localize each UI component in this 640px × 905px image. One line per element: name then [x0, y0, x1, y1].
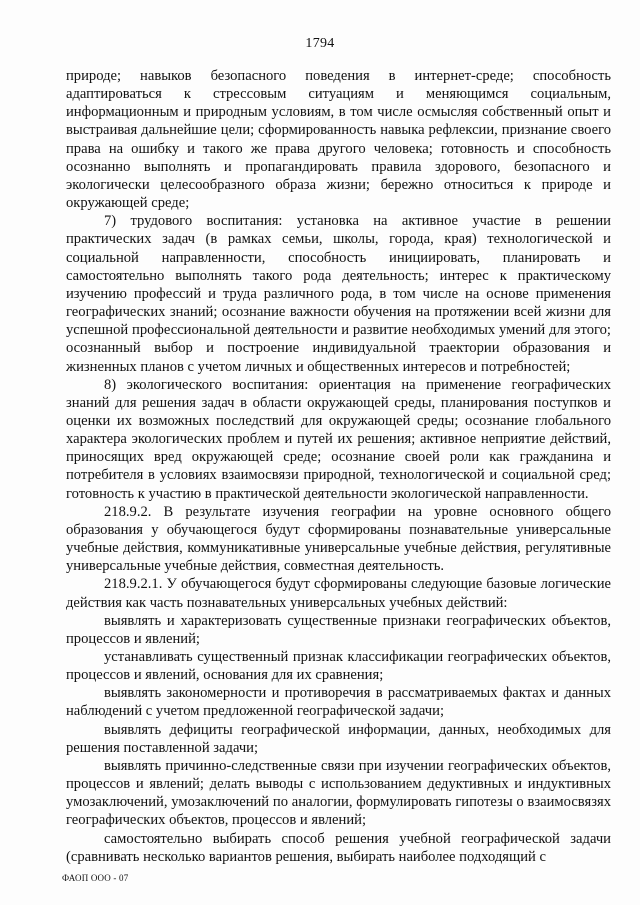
- paragraph: 218.9.2. В результате изучения географии на уровне основного общего образования у обучающегося будут сформированы познавательные универсальные учебные действия, коммуникативные универсальные учебные действия, регулятивные универсальные учебные действия, совместная деятельность.: [66, 503, 611, 575]
- page-number: 1794: [305, 36, 335, 51]
- paragraph: природе; навыков безопасного поведения в интернет-среде; способность адаптироваться к стрессовым ситуациям и меняющимся социальным, информационным и природным условиям, в том числе осмысляя собственный опыт и выстраивая дальнейшие цели; сформированность навыка рефлексии, признание своего права на ошибку и такого же права другого человека; готовность и способность осознанно выполнять и пропагандировать правила здорового, безопасного и экологически целесообразного образа жизни; бережно относиться к природе и окружающей среде;: [66, 68, 611, 212]
- list-item: выявлять дефициты географической информации, данных, необходимых для решения поставленной задачи;: [66, 721, 611, 756]
- document-footer: ФАОП ООО - 07: [62, 873, 129, 883]
- paragraph: 218.9.2.1. У обучающегося будут сформированы следующие базовые логические действия как часть познавательных универсальных учебных действий:: [66, 576, 611, 611]
- body-text: [66, 67, 611, 866]
- list-item: самостоятельно выбирать способ решения учебной географической задачи (сравнивать несколько вариантов решения, выбирать наиболее подходящий с: [66, 830, 611, 865]
- list-item: устанавливать существенный признак классификации географических объектов, процессов и явлений, основания для их сравнения;: [66, 649, 611, 684]
- list-item: выявлять и характеризовать существенные признаки географических объектов, процессов и явлений;: [66, 612, 611, 647]
- list-item: выявлять причинно-следственные связи при изучении географических объектов, процессов и явлений; делать выводы с использованием дедуктивных и индуктивных умозаключений, умозаключений по аналогии, формулировать гипотезы о взаимосвязях географических объектов, процессов и явлений;: [66, 757, 611, 829]
- paragraph: 8) экологического воспитания: ориентация на применение географических знаний для решения задач в области окружающей среды, планирования поступков и оценки их возможных последствий для окружающей среды; осознание глобального характера экологических проблем и путей их решения; активное неприятие действий, приносящих вред окружающей среде; осознание своей роли как гражданина и потребителя в условиях взаимосвязи природной, технологической и социальной сред; готовность к участию в практической деятельности экологической направленности.: [66, 376, 611, 502]
- paragraph: 7) трудового воспитания: установка на активное участие в решении практических задач (в рамках семьи, школы, города, края) технологической и социальной направленности, способность инициировать, планировать и самостоятельно выполнять такого рода деятельность; интерес к практическому изучению профессий и труда различного рода, в том числе на основе применения географических знаний; осознание важности обучения на протяжении всей жизни для успешной профессиональной деятельности и развитие необходимых умений для этого; осознанный выбор и построение индивидуальной траектории образования и жизненных планов с учетом личных и общественных интересов и потребностей;: [66, 213, 611, 375]
- list-item: выявлять закономерности и противоречия в рассматриваемых фактах и данных наблюдений с учетом предложенной географической задачи;: [66, 685, 611, 720]
